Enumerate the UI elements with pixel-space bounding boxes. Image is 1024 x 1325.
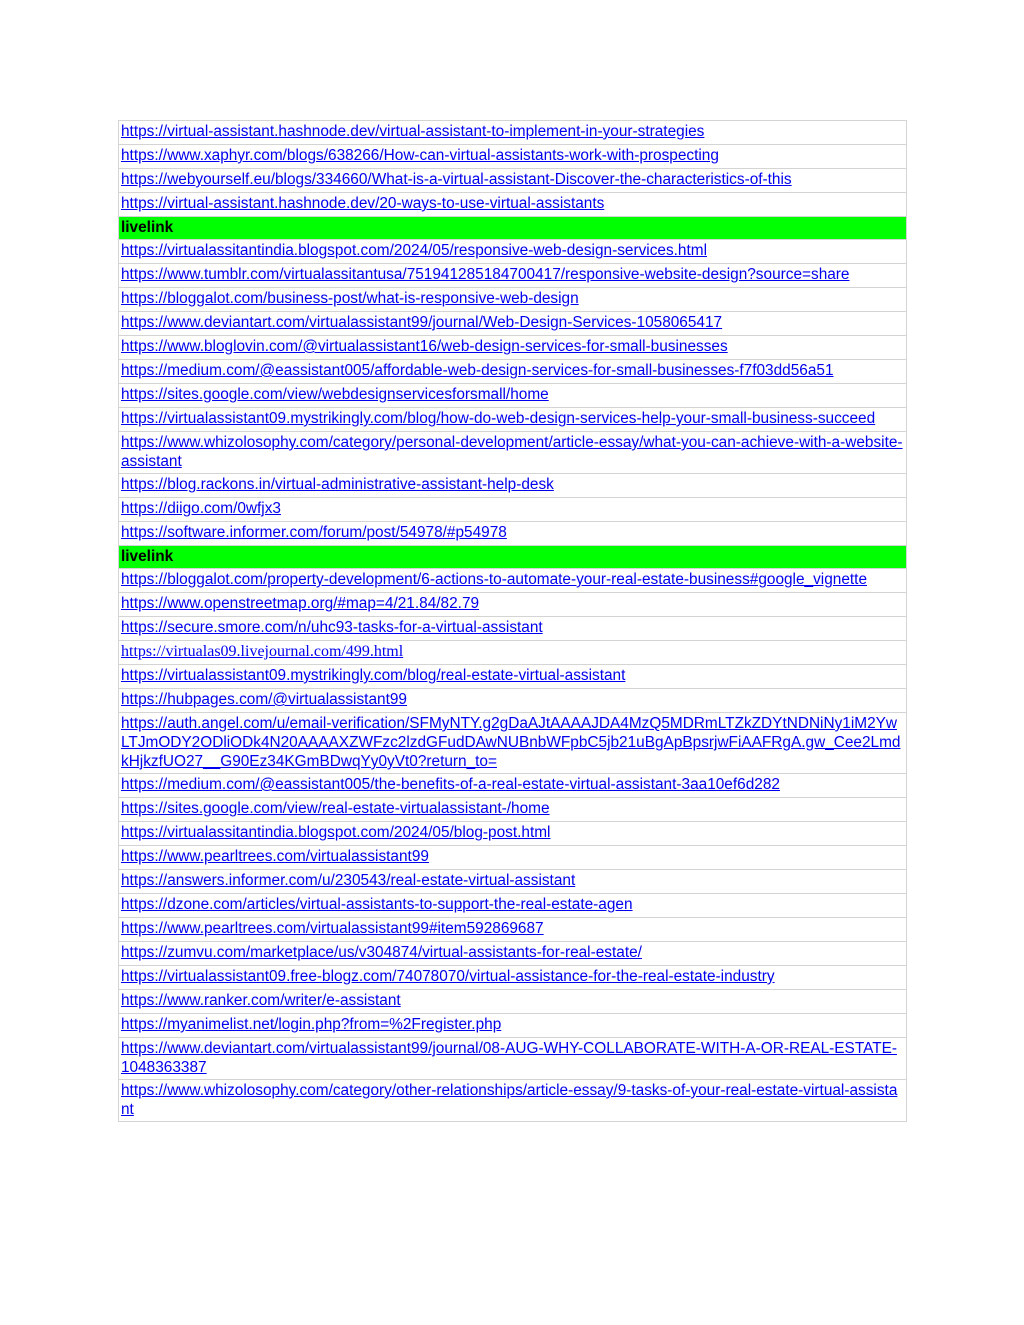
url-link[interactable]: https://auth.angel.com/u/email-verification/SFMyNTY.g2gDaAJtAAAAJDA4MzQ5MDRmLTZkZDYtNDNiNy1iM2YwLTJmODY2ODliODk4N20AAAAXZWFzc2lzdGFudDAwNUBnbWFpbC5jb21uBgApBpsrjwFiAAFRgA.gw_Cee2LmdkHjkzfUO27__G90Ez34KGmBDwqYy0yVt0?return_to= [121,715,901,770]
table-cell [119,918,907,942]
table-cell [119,617,907,641]
table-cell [119,689,907,713]
table-row [119,894,907,918]
table-cell [119,798,907,822]
table-cell [119,870,907,894]
table-row [119,360,907,384]
url-link[interactable]: https://virtualassistant09.free-blogz.com/74078070/virtual-assistance-for-the-real-estate-industry [121,968,775,985]
table-row [119,569,907,593]
url-link[interactable]: https://sites.google.com/view/webdesignservicesforsmall/home [121,386,549,403]
table-cell [119,384,907,408]
table-cell [119,822,907,846]
table-cell [119,360,907,384]
table-cell [119,408,907,432]
table-row [119,918,907,942]
url-link[interactable]: https://software.informer.com/forum/post/54978/#p54978 [121,524,507,541]
url-link[interactable]: https://bloggalot.com/business-post/what-is-responsive-web-design [121,290,579,307]
table-row [119,498,907,522]
table-row [119,336,907,360]
url-link[interactable]: https://dzone.com/articles/virtual-assistants-to-support-the-real-estate-agen [121,896,633,913]
table-row [119,384,907,408]
section-header-row [119,546,907,569]
url-link[interactable]: https://www.xaphyr.com/blogs/638266/How-can-virtual-assistants-work-with-prospecting [121,147,719,164]
table-cell [119,1014,907,1038]
table-row [119,312,907,336]
table-cell [119,894,907,918]
url-link[interactable]: https://medium.com/@eassistant005/affordable-web-design-services-for-small-businesses-f7f03dd56a51 [121,362,834,379]
table-cell [119,665,907,689]
url-link[interactable]: https://www.tumblr.com/virtualassitantusa/751941285184700417/responsive-website-design?source=share [121,266,850,283]
url-link[interactable]: https://virtual-assistant.hashnode.dev/virtual-assistant-to-implement-in-your-strategies [121,123,705,140]
table-row [119,822,907,846]
table-cell [119,240,907,264]
url-link[interactable]: https://zumvu.com/marketplace/us/v304874/virtual-assistants-for-real-estate/ [121,944,642,961]
table-row [119,522,907,546]
table-cell [119,145,907,169]
table-cell [119,432,907,474]
table-cell [119,641,907,665]
table-row [119,408,907,432]
table-row [119,264,907,288]
table-cell [119,474,907,498]
table-row [119,665,907,689]
table-cell [119,121,907,145]
url-link[interactable]: https://virtualassitantindia.blogspot.com/2024/05/blog-post.html [121,824,551,841]
url-link[interactable]: https://bloggalot.com/property-development/6-actions-to-automate-your-real-estate-business#google_vignette [121,571,868,588]
table-cell [119,522,907,546]
table-cell [119,169,907,193]
table-cell [119,1038,907,1080]
table-row [119,1080,907,1122]
url-link[interactable]: https://virtualassitantindia.blogspot.com/2024/05/responsive-web-design-services.html [121,242,707,259]
table-cell [119,966,907,990]
url-link[interactable]: https://diigo.com/0wfjx3 [121,500,281,517]
table-row [119,1014,907,1038]
table-row [119,145,907,169]
url-link[interactable]: https://www.whizolosophy.com/category/other-relationships/article-essay/9-tasks-of-your-real-estate-virtual-assistant [121,1082,898,1118]
url-link[interactable]: https://www.pearltrees.com/virtualassistant99 [121,848,429,865]
table-row [119,798,907,822]
url-link[interactable]: https://virtual-assistant.hashnode.dev/20-ways-to-use-virtual-assistants [121,195,605,212]
table-row [119,617,907,641]
table-row [119,870,907,894]
url-link[interactable]: https://sites.google.com/view/real-estate-virtualassistant-/home [121,800,550,817]
table-row [119,774,907,798]
url-link[interactable]: https://medium.com/@eassistant005/the-benefits-of-a-real-estate-virtual-assistant-3aa10ef6d282 [121,776,780,793]
url-link[interactable]: https://myanimelist.net/login.php?from=%2Fregister.php [121,1016,502,1033]
table-row [119,432,907,474]
url-link[interactable]: https://virtualassistant09.mystrikingly.com/blog/real-estate-virtual-assistant [121,667,626,684]
table-row [119,1038,907,1080]
table-cell [119,288,907,312]
table-row [119,942,907,966]
url-link[interactable]: https://www.deviantart.com/virtualassistant99/journal/08-AUG-WHY-COLLABORATE-WITH-A-OR-REAL-ESTATE-1048363387 [121,1040,897,1076]
url-link[interactable]: https://www.whizolosophy.com/category/personal-development/article-essay/what-you-can-achieve-with-a-website-assistant [121,434,903,470]
section-header-row [119,217,907,240]
table-row [119,713,907,774]
section-header-label: livelink [119,217,907,240]
url-link[interactable]: https://virtualas09.livejournal.com/499.html [121,643,404,660]
table-cell [119,942,907,966]
table-row [119,966,907,990]
url-link[interactable]: https://blog.rackons.in/virtual-administrative-assistant-help-desk [121,476,554,493]
table-row [119,288,907,312]
table-cell [119,193,907,217]
table-row [119,990,907,1014]
table-cell [119,593,907,617]
table-row [119,169,907,193]
table-cell [119,713,907,774]
table-cell [119,990,907,1014]
table-row [119,193,907,217]
url-link[interactable]: https://www.deviantart.com/virtualassistant99/journal/Web-Design-Services-1058065417 [121,314,723,331]
table-cell [119,846,907,870]
link-list-body [119,121,907,1122]
url-link[interactable]: https://secure.smore.com/n/uhc93-tasks-for-a-virtual-assistant [121,619,543,636]
url-link[interactable]: https://virtualassistant09.mystrikingly.com/blog/how-do-web-design-services-help-your-small-business-succeed [121,410,876,427]
table-row [119,121,907,145]
table-row [119,474,907,498]
url-link[interactable]: https://www.ranker.com/writer/e-assistant [121,992,401,1009]
url-link[interactable]: https://webyourself.eu/blogs/334660/What-is-a-virtual-assistant-Discover-the-characteristics-of-this [121,171,792,188]
section-header-label: livelink [119,546,907,569]
table-cell [119,312,907,336]
url-link[interactable]: https://answers.informer.com/u/230543/real-estate-virtual-assistant [121,872,576,889]
table-cell [119,264,907,288]
table-cell [119,774,907,798]
table-row [119,240,907,264]
table-cell [119,1080,907,1122]
table-cell [119,569,907,593]
table-row [119,641,907,665]
url-link[interactable]: https://www.bloglovin.com/@virtualassistant16/web-design-services-for-small-businesses [121,338,728,355]
table-row [119,689,907,713]
table-cell [119,336,907,360]
table-row [119,593,907,617]
url-link[interactable]: https://www.openstreetmap.org/#map=4/21.84/82.79 [121,595,480,612]
link-list-table [118,120,907,1122]
table-cell [119,498,907,522]
table-row [119,846,907,870]
url-link[interactable]: https://www.pearltrees.com/virtualassistant99#item592869687 [121,920,544,937]
url-link[interactable]: https://hubpages.com/@virtualassistant99 [121,691,407,708]
